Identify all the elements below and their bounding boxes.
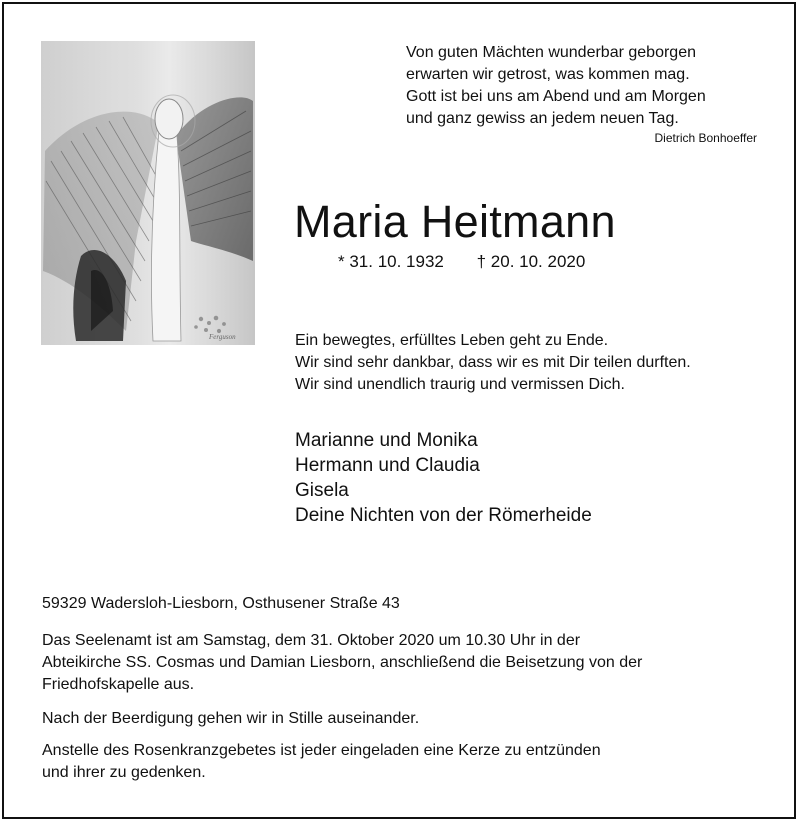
farewell-line: Wir sind unendlich traurig und vermissen Dich.: [295, 376, 625, 393]
poem-quote: [406, 42, 776, 130]
birth-date: * 31. 10. 1932: [338, 252, 444, 271]
artwork-signature: Ferguson: [209, 333, 236, 341]
poem-line: Gott ist bei uns am Abend und am Morgen: [406, 88, 706, 105]
mourner-name: Gisela: [295, 480, 349, 501]
mourner-name: Hermann und Claudia: [295, 455, 480, 476]
address: 59329 Wadersloh-Liesborn, Osthusener Straße 43: [42, 595, 400, 612]
poem-line: erwarten wir getrost, was kommen mag.: [406, 66, 690, 83]
after-burial-notice: [42, 708, 772, 730]
notice-line: Friedhofskapelle aus.: [42, 676, 195, 693]
notice-line: Anstelle des Rosenkranzgebetes ist jeder eingeladen eine Kerze zu entzünden: [42, 742, 601, 759]
notice-line: Nach der Beerdigung gehen wir in Stille auseinander.: [42, 710, 420, 727]
mourners-list: [295, 428, 592, 528]
farewell-line: Ein bewegtes, erfülltes Leben geht zu Ende.: [295, 332, 609, 349]
mourner-name: Deine Nichten von der Römerheide: [295, 505, 592, 526]
notice-line: Abteikirche SS. Cosmas und Damian Liesborn, anschließend die Beisetzung von der: [42, 654, 643, 671]
rosary-notice: [42, 740, 772, 784]
poem-author: Dietrich Bonhoeffer: [654, 131, 757, 145]
farewell-text: [295, 330, 691, 396]
requiem-notice: [42, 630, 772, 696]
angel-artwork-image: [41, 41, 255, 345]
poem-line: und ganz gewiss an jedem neuen Tag.: [406, 110, 679, 127]
mourner-name: Marianne und Monika: [295, 430, 478, 451]
death-date: † 20. 10. 2020: [476, 252, 586, 271]
poem-line: Von guten Mächten wunderbar geborgen: [406, 44, 696, 61]
life-dates: [338, 252, 585, 272]
deceased-name: Maria Heitmann: [294, 196, 616, 247]
farewell-line: Wir sind sehr dankbar, dass wir es mit Dir teilen durften.: [295, 354, 691, 371]
notice-line: Das Seelenamt ist am Samstag, dem 31. Oktober 2020 um 10.30 Uhr in der: [42, 632, 581, 649]
notice-line: und ihrer zu gedenken.: [42, 764, 206, 781]
